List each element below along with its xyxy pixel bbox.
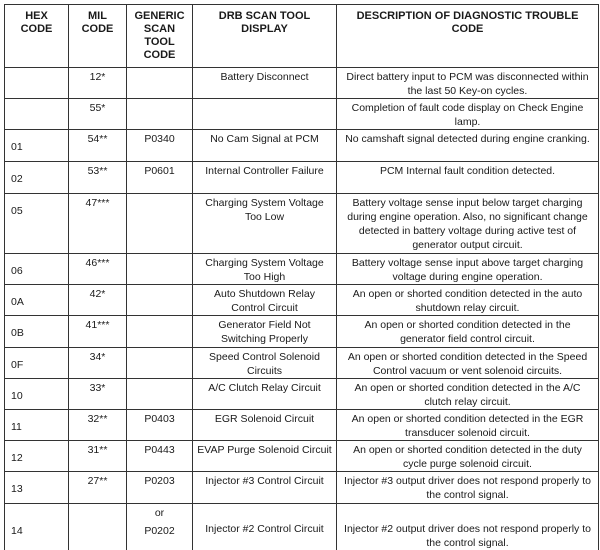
table-row [5,410,599,441]
mil-code-cell: 33* [69,379,127,410]
description-cell: An open or shorted condition detected in the Speed Control vacuum or vent solenoid circuits. [337,348,599,379]
hex-code-cell: 13 [5,472,69,504]
description-cell: An open or shorted condition detected in the EGR transducer solenoid circuit. [337,410,599,441]
table-row [5,194,599,254]
generic-code-cell: P0443 [127,441,193,472]
hex-code-cell [5,99,69,130]
description-cell: Direct battery input to PCM was disconnected within the last 50 Key-on cycles. [337,68,599,99]
hex-code-cell: 12 [5,441,69,472]
drb-display-cell: Battery Disconnect [193,68,337,99]
generic-code-cell [127,379,193,410]
table-row [5,99,599,130]
table-row [5,130,599,162]
hex-code-cell: 06 [5,254,69,285]
description-cell: Injector #3 output driver does not respond properly to the control signal. [337,472,599,504]
table-row [5,348,599,379]
header-generic-scan-tool-code: GENERIC SCAN TOOL CODE [127,5,193,68]
description-cell: Battery voltage sense input below target charging during engine operation. Also, no significant change detected in battery voltage during active test of generator output circuit. [337,194,599,254]
hex-code-cell: 02 [5,162,69,194]
description-cell: Injector #2 output driver does not respond properly to the control signal. [337,504,599,550]
drb-display-cell: Charging System Voltage Too Low [193,194,337,254]
generic-code-cell [127,194,193,254]
header-drb-scan-tool-display: DRB SCAN TOOL DISPLAY [193,5,337,68]
mil-code-cell: 31** [69,441,127,472]
description-cell: An open or shorted condition detected in the duty cycle purge solenoid circuit. [337,441,599,472]
drb-display-cell: Injector #3 Control Circuit [193,472,337,504]
drb-display-cell: Internal Controller Failure [193,162,337,194]
dtc-table [4,4,599,550]
table-row [5,504,599,550]
mil-code-cell: 42* [69,285,127,316]
drb-display-cell: A/C Clutch Relay Circuit [193,379,337,410]
or-connector: or [154,507,165,519]
header-row [5,5,599,68]
drb-display-cell: EVAP Purge Solenoid Circuit [193,441,337,472]
generic-code-cell [127,504,193,550]
generic-code-cell: P0403 [127,410,193,441]
mil-code-cell: 47*** [69,194,127,254]
mil-code-cell: 46*** [69,254,127,285]
table-row [5,285,599,316]
hex-code-cell: 10 [5,379,69,410]
hex-code-cell: 14 [5,504,69,550]
hex-code-cell: 11 [5,410,69,441]
description-cell: PCM Internal fault condition detected. [337,162,599,194]
generic-code-cell: P0340 [127,130,193,162]
table-row [5,472,599,504]
mil-code-cell: 54** [69,130,127,162]
generic-code-cell [127,285,193,316]
generic-code-cell [127,254,193,285]
description-cell: Battery voltage sense input above target charging voltage during engine operation. [337,254,599,285]
mil-code-cell: 32** [69,410,127,441]
table-row [5,162,599,194]
header-description: DESCRIPTION OF DIAGNOSTIC TROUBLE CODE [337,5,599,68]
generic-code-cell [127,348,193,379]
generic-code-cell [127,316,193,348]
table-row [5,68,599,99]
hex-code-cell [5,68,69,99]
drb-display-cell: EGR Solenoid Circuit [193,410,337,441]
description-cell: An open or shorted condition detected in the generator field control circuit. [337,316,599,348]
header-mil-code: MIL CODE [69,5,127,68]
mil-code-cell: 53** [69,162,127,194]
hex-code-cell: 0B [5,316,69,348]
hex-code-cell: 01 [5,130,69,162]
mil-code-cell: 55* [69,99,127,130]
table-row [5,441,599,472]
mil-code-cell: 12* [69,68,127,99]
description-cell: An open or shorted condition detected in the auto shutdown relay circuit. [337,285,599,316]
drb-display-cell: Injector #2 Control Circuit [193,504,337,550]
mil-code-cell: 27** [69,472,127,504]
hex-code-cell: 0F [5,348,69,379]
generic-code-cell: P0203 [127,472,193,504]
description-cell: An open or shorted condition detected in the A/C clutch relay circuit. [337,379,599,410]
table-row [5,316,599,348]
mil-code-cell: 41*** [69,316,127,348]
hex-code-cell: 05 [5,194,69,254]
drb-display-cell: Charging System Voltage Too High [193,254,337,285]
description-cell: Completion of fault code display on Check Engine lamp. [337,99,599,130]
drb-display-cell: Auto Shutdown Relay Control Circuit [193,285,337,316]
header-hex-code: HEX CODE [5,5,69,68]
table-row [5,254,599,285]
mil-code-cell [69,504,127,550]
generic-code-value: P0202 [144,525,175,537]
hex-code-cell: 0A [5,285,69,316]
drb-display-cell: Speed Control Solenoid Circuits [193,348,337,379]
mil-code-cell: 34* [69,348,127,379]
drb-display-cell: No Cam Signal at PCM [193,130,337,162]
table-row [5,379,599,410]
generic-code-cell: P0601 [127,162,193,194]
description-cell: No camshaft signal detected during engine cranking. [337,130,599,162]
generic-code-cell [127,99,193,130]
drb-display-cell [193,99,337,130]
drb-display-cell: Generator Field Not Switching Properly [193,316,337,348]
generic-code-cell [127,68,193,99]
